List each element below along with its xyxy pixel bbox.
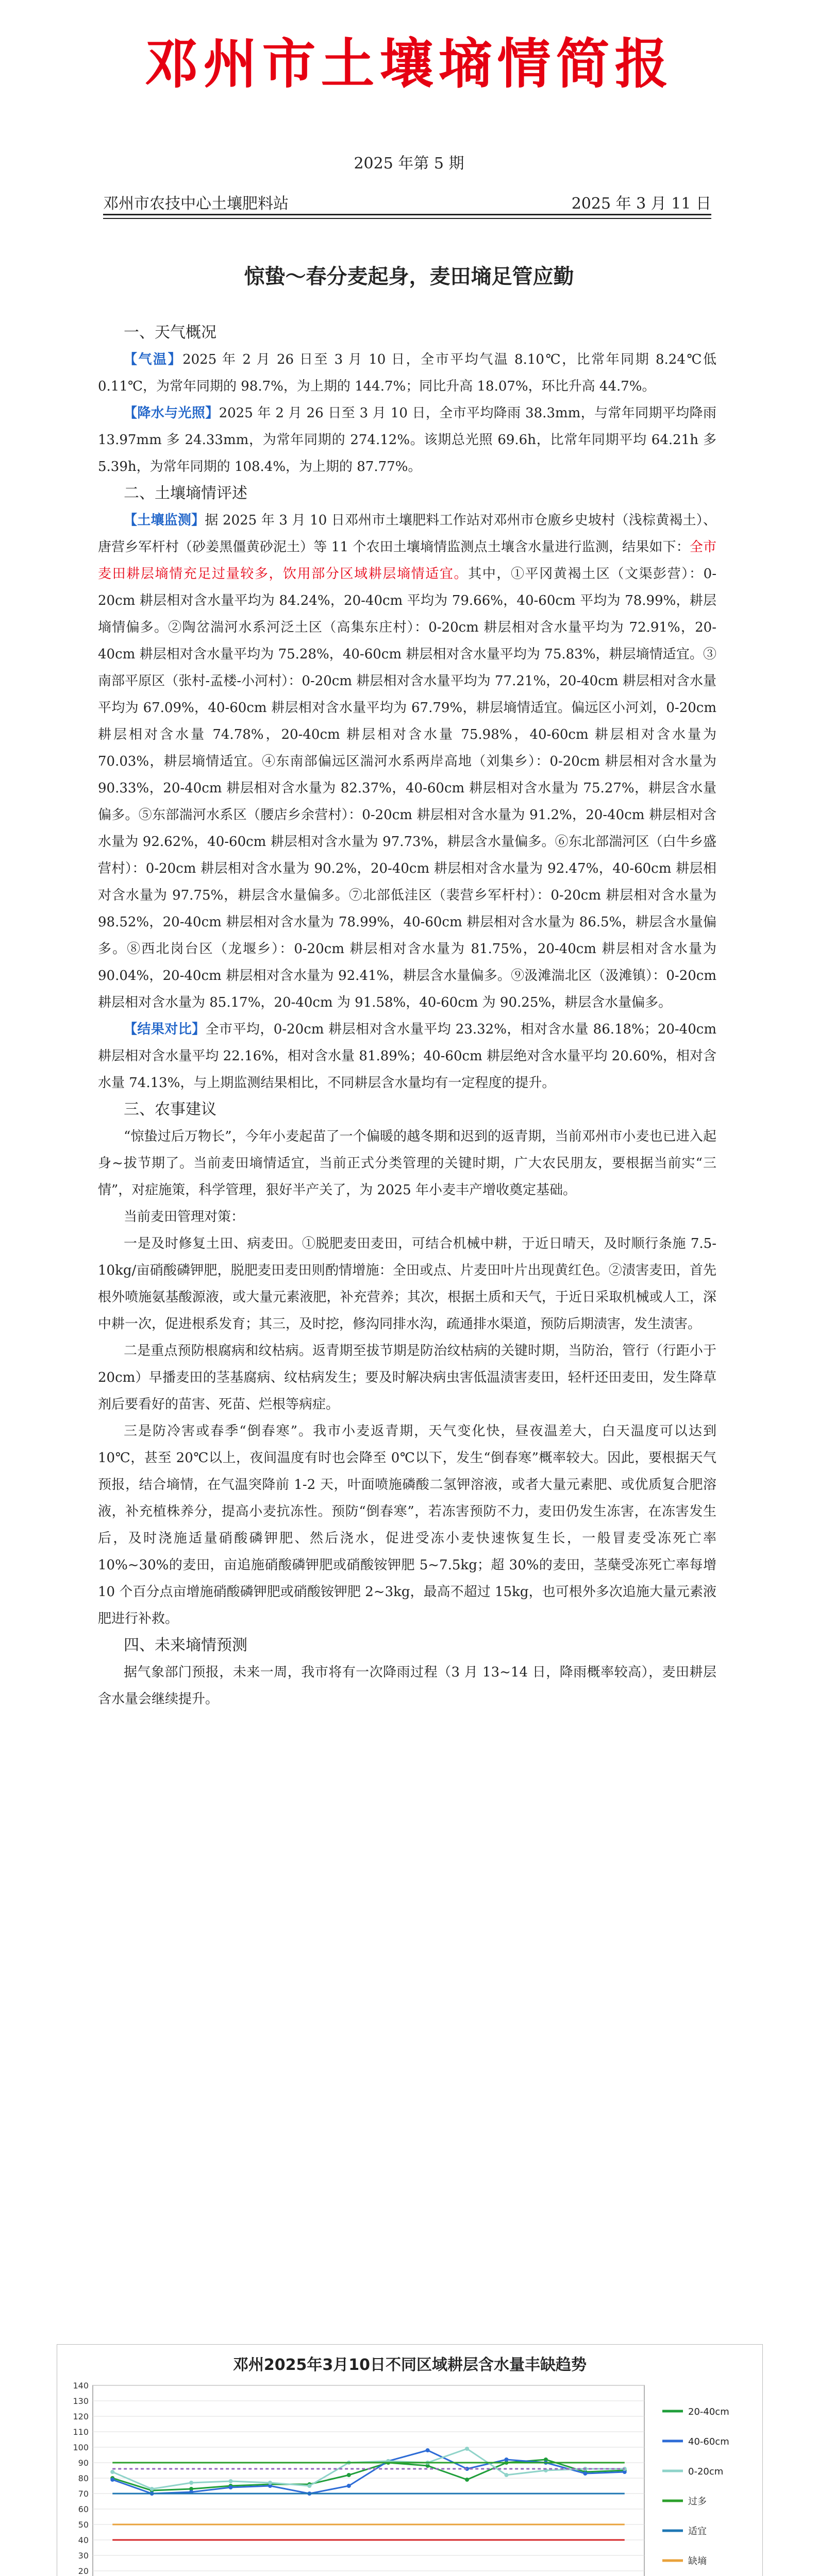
y-tick-label: 100 — [73, 2443, 89, 2452]
section-forecast-heading: 四、未来墒情预测 — [124, 1636, 247, 1654]
result-paragraph — [98, 1016, 716, 1096]
advice-item-2: 二是重点预防根腐病和纹枯病。返青期至拔节期是防治纹枯病的关键时期，当防治，管行（行距小于 20cm）早播麦田的茎基腐病、纹枯病发生；要及时解决病虫害低温渍害麦田，轻杆还田麦田，发生降草剂后要看好的苗害、死苗、烂根等病症。 — [98, 1343, 716, 1412]
monitor-paragraph — [98, 507, 716, 1016]
data-point — [110, 2478, 114, 2482]
section-soil-heading: 二、土壤墒情评述 — [124, 484, 247, 502]
divider-thick — [103, 214, 711, 215]
rain-text: 2025 年 2 月 26 日至 3 月 10 日，全市平均降雨 38.3mm，与常年同期平均降雨 13.97mm 多 24.33mm，为常年同期的 274.12%。该期总光照 69.6h，比常年同期平均 64.21h 多 5.39h，为常年同期的 108.4%，为上期的 87.77%。 — [98, 405, 716, 474]
data-point — [307, 2484, 311, 2488]
y-tick-label: 20 — [78, 2566, 89, 2576]
soil-moisture-trend-chart — [57, 2344, 763, 2576]
data-point — [150, 2487, 154, 2491]
section-advice-heading: 三、农事建议 — [124, 1100, 216, 1118]
y-tick-label: 30 — [78, 2551, 89, 2561]
data-point — [229, 2479, 233, 2483]
legend-label: 20-40cm — [688, 2406, 729, 2417]
legend-label: 40-60cm — [688, 2436, 729, 2447]
legend-label: 0-20cm — [688, 2466, 724, 2477]
y-tick-label: 60 — [78, 2504, 89, 2514]
rain-tag: 【降水与光照】 — [124, 405, 219, 421]
data-point — [505, 2473, 509, 2477]
divider-thin — [103, 218, 711, 219]
result-tag: 【结果对比】 — [124, 1022, 206, 1037]
data-point — [465, 2447, 469, 2451]
y-tick-label: 130 — [73, 2396, 89, 2406]
data-point — [426, 2448, 430, 2452]
issue-number: 2025 年第 5 期 — [354, 155, 464, 173]
data-point — [465, 2478, 469, 2482]
monitor-intro: 据 2025 年 3 月 10 日邓州市土壤肥料工作站对邓州市仓廒乡史坡村（浅棕黄褐土）、唐营乡军杆村（砂姜黑僵黄砂泥土）等 11 个农田土壤墒情监测点土壤含水量进行监测，结果如下： — [98, 513, 716, 555]
data-point — [347, 2473, 351, 2477]
y-tick-label: 80 — [78, 2473, 89, 2483]
advice-intro: “惊蛰过后万物长”，今年小麦起苗了一个偏暖的越冬期和迟到的返青期，当前邓州市小麦也已进入起身~拔节期了。当前麦田墒情适宜，当前正式分类管理的关键时期，广大农民朋友，要根据当前实“三情”，对症施策，科学管理，狠好半产关了，为 2025 年小麦丰产增收奠定基础。 — [98, 1129, 716, 1198]
forecast-paragraph: 据气象部门预报，未来一周，我市将有一次降雨过程（3 月 13~14 日，降雨概率较高），麦田耕层含水量会继续提升。 — [98, 1665, 716, 1707]
legend-label: 缺墒 — [688, 2556, 707, 2567]
bulletin-title: 邓州市土壤墒情简报 — [144, 32, 674, 95]
data-point — [268, 2481, 272, 2485]
monitor-details: 其中，①平冈黄褐土区（文渠彭营）：0-20cm 耕层相对含水量平均为 84.24%，20-40cm 平均为 79.66%，40-60cm 平均为 78.99%，耕层墒情偏多。②陶岔湍河水系河泛土区（高集东庄村）：0-20cm 耕层相对含水量平均为 72.91%，20-40cm 耕层相对含水量平均为 75.28%，40-60cm 耕层相对含水量平均为 75.83%，耕层墒情适宜。③南部平原区（张村-孟楼-小河村）：0-20cm 耕层相对含水量平均为 77.21%，20-40cm 耕层相对含水量平均为 67.09%，40-60cm 耕层相对含水量平均为 67.79%，耕层墒情适宜。偏远区小河刘，0-20cm 耕层相对含水量 74.78%，20-40cm 耕层相对含水量 75.98%，40-60cm 耕层相对含水量为 70.03%，耕层墒情适宜。④东南部偏远区湍河水系两岸高地（刘集乡）：0-20cm 耕层相对含水量为 90.33%，20-40cm 耕层相对含水量为 82.37%，40-60cm 耕层相对含水量为 75.27%，耕层含水量偏多。⑤东部湍河水系区（腰店乡余营村）：0-20cm 耕层相对含水量为 91.2%，20-40cm 耕层相对含水量为 92.62%，40-60cm 耕层相对含水量为 97.73%，耕层含水量偏多。⑥东北部湍河区（白牛乡盛营村）：0-20cm 耕层相对含水量为 90.2%，20-40cm 耕层相对含水量为 92.47%，40-60cm 耕层相对含水量为 97.75%，耕层含水量偏多。⑦北部低洼区（裴营乡军杆村）：0-20cm 耕层相对含水量为 98.52%，20-40cm 耕层相对含水量为 78.99%，40-60cm 耕层相对含水量为 86.5%，耕层含水量偏多。⑧西北岗台区（龙堰乡）：0-20cm 耕层相对含水量为 81.75%，20-40cm 耕层相对含水量为 90.04%，20-40cm 耕层相对含水量为 92.41%，耕层含水量偏多。⑨汲滩湍北区（汲滩镇）：0-20cm 耕层相对含水量为 85.17%，20-40cm 为 91.58%，40-60cm 为 90.25%，耕层含水量偏多。 — [98, 566, 716, 1010]
y-tick-label: 50 — [78, 2520, 89, 2530]
y-tick-label: 120 — [73, 2412, 89, 2421]
publish-date: 2025 年 3 月 11 日 — [571, 195, 711, 213]
temperature-text: 2025 年 2 月 26 日至 3 月 10 日，全市平均气温 8.10℃，比常年同期 8.24℃低 0.11℃，为常年同期的 98.7%，为上期的 144.7%；同比升高 18.07%，环比升高 44.7%。 — [98, 352, 716, 394]
data-point — [347, 2484, 351, 2488]
publisher: 邓州市农技中心土壤肥料站 — [103, 195, 289, 213]
y-tick-label: 110 — [73, 2427, 89, 2437]
headline: 惊蛰～春分麦起身，麦田墒足管应勤 — [244, 265, 574, 289]
advice-item-1: 一是及时修复土田、病麦田。①脱肥麦田麦田，可结合机械中耕，于近日晴天，及时顺行条施 7.5-10kg/亩硝酸磷钾肥，脱肥麦田麦田则酌情增施：全田或点、片麦田叶片出现黄红色。②渍害麦田，首先根外喷施氨基酸源液，或大量元素液肥，补充营养；其次，根据土质和天气，于近日采取机械或人工，深中耕一次，促进根系发育；其三，及时挖，修沟同排水沟，疏通排水渠道，预防后期渍害，发生渍害。 — [98, 1236, 716, 1332]
data-point — [583, 2471, 587, 2476]
monitor-tag: 【土壤监测】 — [124, 513, 205, 528]
data-point — [505, 2458, 509, 2462]
data-point — [189, 2481, 193, 2485]
rain-paragraph — [98, 400, 716, 480]
section-weather-heading: 一、天气概况 — [124, 324, 216, 342]
legend-label: 过多 — [688, 2496, 707, 2507]
monitor-highlight: 全市麦田耕层墒情充足过量较多，饮用部分区域耕层墒情适宜。 — [98, 539, 716, 582]
legend-label: 适宜 — [688, 2526, 707, 2537]
article-body — [98, 319, 716, 1713]
data-point — [229, 2485, 233, 2489]
temperature-paragraph — [98, 346, 716, 400]
y-tick-label: 140 — [73, 2381, 89, 2391]
data-point — [110, 2470, 114, 2474]
y-tick-label: 40 — [78, 2535, 89, 2545]
result-text: 全市平均，0-20cm 耕层相对含水量平均 23.32%，相对含水量 86.18%；20-40cm 耕层相对含水量平均 22.16%，相对含水量 81.89%；40-60cm 耕层绝对含水量平均 20.60%，相对含水量 74.13%，与上期监测结果相比，不同耕层含水量均有一定程度的提升。 — [98, 1022, 716, 1091]
chart-title: 邓州2025年3月10日不同区域耕层含水量丰缺趋势 — [232, 2356, 587, 2374]
advice-item-3: 三是防冷害或春季“倒春寒”。我市小麦返青期，天气变化快，昼夜温差大，白天温度可以达到 10℃，甚至 20℃以上，夜间温度有时也会降至 0℃以下，发生“倒春寒”概率较大。因此，要根据天气预报，结合墒情，在气温突降前 1-2 天，叶面喷施磷酸二氢钾溶液，或者大量元素肥、或优质复合肥溶液，补充植株养分，提高小麦抗冻性。预防“倒春寒”，若冻害预防不力，麦田仍发生冻害，在冻害发生后，及时浇施适量硝酸磷钾肥、然后浇水，促进受冻小麦快速恢复生长，一般冒麦受冻死亡率 10%~30%的麦田，亩追施硝酸磷钾肥或硝酸铵钾肥 5~7.5kg；超 30%的麦田，茎蘖受冻死亡率每增 10 个百分点亩增施硝酸磷钾肥或硝酸铵钾肥 2~3kg，最高不超过 15kg，也可根外多次追施大量元素液肥进行补救。 — [98, 1423, 716, 1626]
y-tick-label: 90 — [78, 2458, 89, 2468]
temperature-tag: 【气温】 — [124, 352, 183, 367]
y-tick-label: 70 — [78, 2489, 89, 2499]
chart-frame — [57, 2344, 763, 2576]
advice-strategy-label: 当前麦田管理对策： — [124, 1209, 245, 1225]
